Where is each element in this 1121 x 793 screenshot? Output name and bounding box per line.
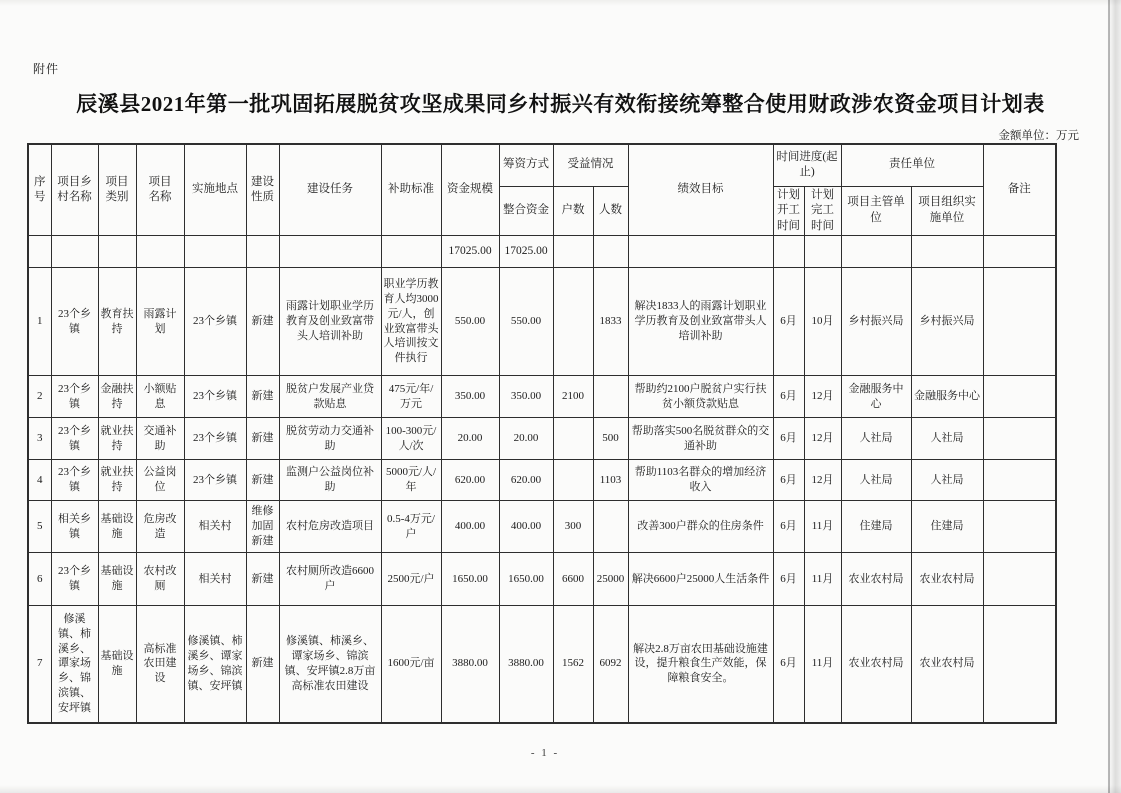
total-integrated: 17025.00 bbox=[499, 236, 553, 268]
table-row bbox=[28, 553, 1056, 606]
col-header-end: 计划完工时间 bbox=[804, 186, 841, 236]
cell-nature: 新建 bbox=[246, 606, 279, 723]
cell-integrated: 20.00 bbox=[499, 418, 553, 460]
cell-standard: 1600元/亩 bbox=[381, 606, 441, 723]
col-header-category: 项目类别 bbox=[98, 144, 136, 236]
cell-supervisor: 住建局 bbox=[841, 501, 911, 553]
cell-task: 脱贫户发展产业贷款贴息 bbox=[279, 376, 381, 418]
unit-note: 金额单位：万元 bbox=[998, 130, 1079, 142]
cell-supervisor: 人社局 bbox=[841, 460, 911, 501]
cell-supervisor: 农业农村局 bbox=[841, 553, 911, 606]
cell-seq: 1 bbox=[28, 268, 51, 376]
cell-category: 金融扶持 bbox=[98, 376, 136, 418]
cell-empty bbox=[51, 236, 98, 268]
col-header-target: 绩效目标 bbox=[628, 144, 773, 236]
cell-category: 基础设施 bbox=[98, 553, 136, 606]
cell-target: 帮助1103名群众的增加经济收入 bbox=[628, 460, 773, 501]
cell-project-name: 雨露计划 bbox=[136, 268, 184, 376]
cell-village: 23个乡镇 bbox=[51, 553, 98, 606]
header-row-1 bbox=[28, 144, 1056, 186]
cell-people bbox=[593, 501, 628, 553]
col-header-responsible: 责任单位 bbox=[841, 144, 983, 186]
cell-supervisor: 农业农村局 bbox=[841, 606, 911, 723]
col-header-nature: 建设性质 bbox=[246, 144, 279, 236]
cell-end-time: 12月 bbox=[804, 376, 841, 418]
col-header-financing: 筹资方式 bbox=[499, 144, 553, 186]
cell-households bbox=[553, 268, 593, 376]
cell-nature: 新建 bbox=[246, 553, 279, 606]
cell-end-time: 11月 bbox=[804, 501, 841, 553]
cell-nature: 维修加固新建 bbox=[246, 501, 279, 553]
cell-end-time: 10月 bbox=[804, 268, 841, 376]
table-row bbox=[28, 268, 1056, 376]
cell-category: 基础设施 bbox=[98, 606, 136, 723]
cell-category: 基础设施 bbox=[98, 501, 136, 553]
cell-village: 相关乡镇 bbox=[51, 501, 98, 553]
cell-empty bbox=[381, 236, 441, 268]
table-row bbox=[28, 376, 1056, 418]
cell-scale: 620.00 bbox=[441, 460, 499, 501]
cell-project-name: 公益岗位 bbox=[136, 460, 184, 501]
cell-integrated: 400.00 bbox=[499, 501, 553, 553]
col-header-scale: 资金规模 bbox=[441, 144, 499, 236]
cell-end-time: 11月 bbox=[804, 606, 841, 723]
cell-scale: 20.00 bbox=[441, 418, 499, 460]
cell-start-time: 6月 bbox=[773, 460, 804, 501]
cell-empty bbox=[841, 236, 911, 268]
cell-project-name: 高标准农田建设 bbox=[136, 606, 184, 723]
cell-scale: 1650.00 bbox=[441, 553, 499, 606]
cell-target: 帮助约2100户脱贫户实行扶贫小额贷款贴息 bbox=[628, 376, 773, 418]
cell-standard: 475元/年/万元 bbox=[381, 376, 441, 418]
cell-end-time: 11月 bbox=[804, 553, 841, 606]
cell-project-name: 交通补助 bbox=[136, 418, 184, 460]
cell-empty bbox=[593, 236, 628, 268]
cell-start-time: 6月 bbox=[773, 268, 804, 376]
scan-top-edge bbox=[0, 0, 1121, 6]
cell-remark bbox=[983, 553, 1056, 606]
table-row bbox=[28, 501, 1056, 553]
cell-seq: 3 bbox=[28, 418, 51, 460]
cell-category: 就业扶持 bbox=[98, 460, 136, 501]
page-title: 辰溪县2021年第一批巩固拓展脱贫攻坚成果同乡村振兴有效衔接统筹整合使用财政涉农资金项目计划表 bbox=[76, 92, 1045, 116]
table-row bbox=[28, 418, 1056, 460]
cell-implementer: 农业农村局 bbox=[911, 606, 983, 723]
cell-people: 6092 bbox=[593, 606, 628, 723]
col-header-implementer: 项目组织实施单位 bbox=[911, 186, 983, 236]
cell-implementer: 农业农村局 bbox=[911, 553, 983, 606]
col-header-village: 项目乡村名称 bbox=[51, 144, 98, 236]
cell-end-time: 12月 bbox=[804, 460, 841, 501]
total-scale: 17025.00 bbox=[441, 236, 499, 268]
cell-people: 1833 bbox=[593, 268, 628, 376]
cell-location: 23个乡镇 bbox=[184, 460, 246, 501]
cell-implementer: 人社局 bbox=[911, 460, 983, 501]
cell-integrated: 620.00 bbox=[499, 460, 553, 501]
cell-empty bbox=[983, 236, 1056, 268]
cell-location: 23个乡镇 bbox=[184, 268, 246, 376]
cell-people bbox=[593, 376, 628, 418]
totals-section bbox=[28, 236, 1056, 268]
cell-start-time: 6月 bbox=[773, 376, 804, 418]
cell-empty bbox=[628, 236, 773, 268]
cell-people: 1103 bbox=[593, 460, 628, 501]
cell-start-time: 6月 bbox=[773, 553, 804, 606]
cell-supervisor: 乡村振兴局 bbox=[841, 268, 911, 376]
col-header-integrated: 整合资金 bbox=[499, 186, 553, 236]
cell-empty bbox=[911, 236, 983, 268]
cell-empty bbox=[553, 236, 593, 268]
cell-location: 修溪镇、柿溪乡、谭家场乡、锦滨镇、安坪镇 bbox=[184, 606, 246, 723]
cell-location: 23个乡镇 bbox=[184, 418, 246, 460]
cell-households: 300 bbox=[553, 501, 593, 553]
col-header-location: 实施地点 bbox=[184, 144, 246, 236]
cell-standard: 5000元/人/年 bbox=[381, 460, 441, 501]
scan-right-line bbox=[1108, 0, 1110, 793]
cell-task: 监测户公益岗位补助 bbox=[279, 460, 381, 501]
cell-village: 23个乡镇 bbox=[51, 418, 98, 460]
cell-nature: 新建 bbox=[246, 376, 279, 418]
cell-implementer: 金融服务中心 bbox=[911, 376, 983, 418]
cell-people: 500 bbox=[593, 418, 628, 460]
cell-remark bbox=[983, 376, 1056, 418]
cell-standard: 0.5-4万元/户 bbox=[381, 501, 441, 553]
col-header-benefit: 受益情况 bbox=[553, 144, 628, 186]
cell-target: 解决2.8万亩农田基础设施建设，提升粮食生产效能，保障粮食安全。 bbox=[628, 606, 773, 723]
col-header-name: 项目 名称 bbox=[136, 144, 184, 236]
cell-households: 2100 bbox=[553, 376, 593, 418]
cell-village: 修溪镇、柿溪乡、谭家场乡、锦滨镇、安坪镇 bbox=[51, 606, 98, 723]
cell-remark bbox=[983, 501, 1056, 553]
project-plan-table bbox=[27, 143, 1057, 724]
cell-remark bbox=[983, 268, 1056, 376]
cell-integrated: 1650.00 bbox=[499, 553, 553, 606]
cell-supervisor: 金融服务中心 bbox=[841, 376, 911, 418]
cell-project-name: 危房改造 bbox=[136, 501, 184, 553]
cell-village: 23个乡镇 bbox=[51, 268, 98, 376]
cell-village: 23个乡镇 bbox=[51, 460, 98, 501]
cell-seq: 6 bbox=[28, 553, 51, 606]
cell-category: 就业扶持 bbox=[98, 418, 136, 460]
cell-households bbox=[553, 460, 593, 501]
cell-remark bbox=[983, 460, 1056, 501]
cell-task: 修溪镇、柿溪乡、谭家场乡、锦滨镇、安坪镇2.8万亩高标准农田建设 bbox=[279, 606, 381, 723]
table-header bbox=[28, 144, 1056, 236]
col-header-supervisor: 项目主管单位 bbox=[841, 186, 911, 236]
col-header-people: 人数 bbox=[593, 186, 628, 236]
cell-nature: 新建 bbox=[246, 460, 279, 501]
cell-target: 解决6600户25000人生活条件 bbox=[628, 553, 773, 606]
cell-empty bbox=[246, 236, 279, 268]
table-body bbox=[28, 268, 1056, 723]
cell-end-time: 12月 bbox=[804, 418, 841, 460]
cell-empty bbox=[773, 236, 804, 268]
cell-scale: 400.00 bbox=[441, 501, 499, 553]
cell-standard: 100-300元/人/次 bbox=[381, 418, 441, 460]
cell-integrated: 550.00 bbox=[499, 268, 553, 376]
cell-standard: 2500元/户 bbox=[381, 553, 441, 606]
cell-standard: 职业学历教育人均3000元/人，创业致富带头人培训按文件执行 bbox=[381, 268, 441, 376]
cell-task: 脱贫劳动力交通补助 bbox=[279, 418, 381, 460]
cell-project-name: 农村改厕 bbox=[136, 553, 184, 606]
cell-implementer: 人社局 bbox=[911, 418, 983, 460]
cell-scale: 550.00 bbox=[441, 268, 499, 376]
cell-empty bbox=[279, 236, 381, 268]
col-header-schedule: 时间进度(起止) bbox=[773, 144, 841, 186]
cell-start-time: 6月 bbox=[773, 501, 804, 553]
cell-scale: 3880.00 bbox=[441, 606, 499, 723]
cell-integrated: 350.00 bbox=[499, 376, 553, 418]
cell-scale: 350.00 bbox=[441, 376, 499, 418]
cell-target: 改善300户群众的住房条件 bbox=[628, 501, 773, 553]
col-header-task: 建设任务 bbox=[279, 144, 381, 236]
col-header-standard: 补助标准 bbox=[381, 144, 441, 236]
col-header-households: 户数 bbox=[553, 186, 593, 236]
col-header-start: 计划开工时间 bbox=[773, 186, 804, 236]
cell-implementer: 乡村振兴局 bbox=[911, 268, 983, 376]
cell-village: 23个乡镇 bbox=[51, 376, 98, 418]
cell-start-time: 6月 bbox=[773, 606, 804, 723]
attachment-label: 附件 bbox=[33, 62, 60, 76]
cell-empty bbox=[98, 236, 136, 268]
cell-households bbox=[553, 418, 593, 460]
cell-target: 帮助落实500名脱贫群众的交通补助 bbox=[628, 418, 773, 460]
table-row bbox=[28, 460, 1056, 501]
cell-target: 解决1833人的雨露计划职业学历教育及创业致富带头人培训补助 bbox=[628, 268, 773, 376]
col-header-seq: 序号 bbox=[28, 144, 51, 236]
cell-empty bbox=[804, 236, 841, 268]
cell-seq: 5 bbox=[28, 501, 51, 553]
cell-seq: 4 bbox=[28, 460, 51, 501]
cell-supervisor: 人社局 bbox=[841, 418, 911, 460]
cell-households: 6600 bbox=[553, 553, 593, 606]
scan-bottom-edge bbox=[0, 785, 1121, 793]
cell-location: 相关村 bbox=[184, 501, 246, 553]
cell-implementer: 住建局 bbox=[911, 501, 983, 553]
cell-remark bbox=[983, 418, 1056, 460]
cell-project-name: 小额贴息 bbox=[136, 376, 184, 418]
cell-people: 25000 bbox=[593, 553, 628, 606]
cell-task: 农村危房改造项目 bbox=[279, 501, 381, 553]
cell-seq: 2 bbox=[28, 376, 51, 418]
cell-location: 相关村 bbox=[184, 553, 246, 606]
col-header-remark: 备注 bbox=[983, 144, 1056, 236]
cell-empty bbox=[184, 236, 246, 268]
totals-row bbox=[28, 236, 1056, 268]
cell-empty bbox=[136, 236, 184, 268]
cell-task: 农村厕所改造6600户 bbox=[279, 553, 381, 606]
cell-empty bbox=[28, 236, 51, 268]
cell-category: 教育扶持 bbox=[98, 268, 136, 376]
cell-task: 雨露计划职业学历教育及创业致富带头人培训补助 bbox=[279, 268, 381, 376]
page-number: - 1 - bbox=[530, 747, 560, 759]
cell-nature: 新建 bbox=[246, 418, 279, 460]
table-row bbox=[28, 606, 1056, 723]
cell-location: 23个乡镇 bbox=[184, 376, 246, 418]
cell-start-time: 6月 bbox=[773, 418, 804, 460]
cell-nature: 新建 bbox=[246, 268, 279, 376]
cell-integrated: 3880.00 bbox=[499, 606, 553, 723]
cell-seq: 7 bbox=[28, 606, 51, 723]
cell-remark bbox=[983, 606, 1056, 723]
cell-households: 1562 bbox=[553, 606, 593, 723]
